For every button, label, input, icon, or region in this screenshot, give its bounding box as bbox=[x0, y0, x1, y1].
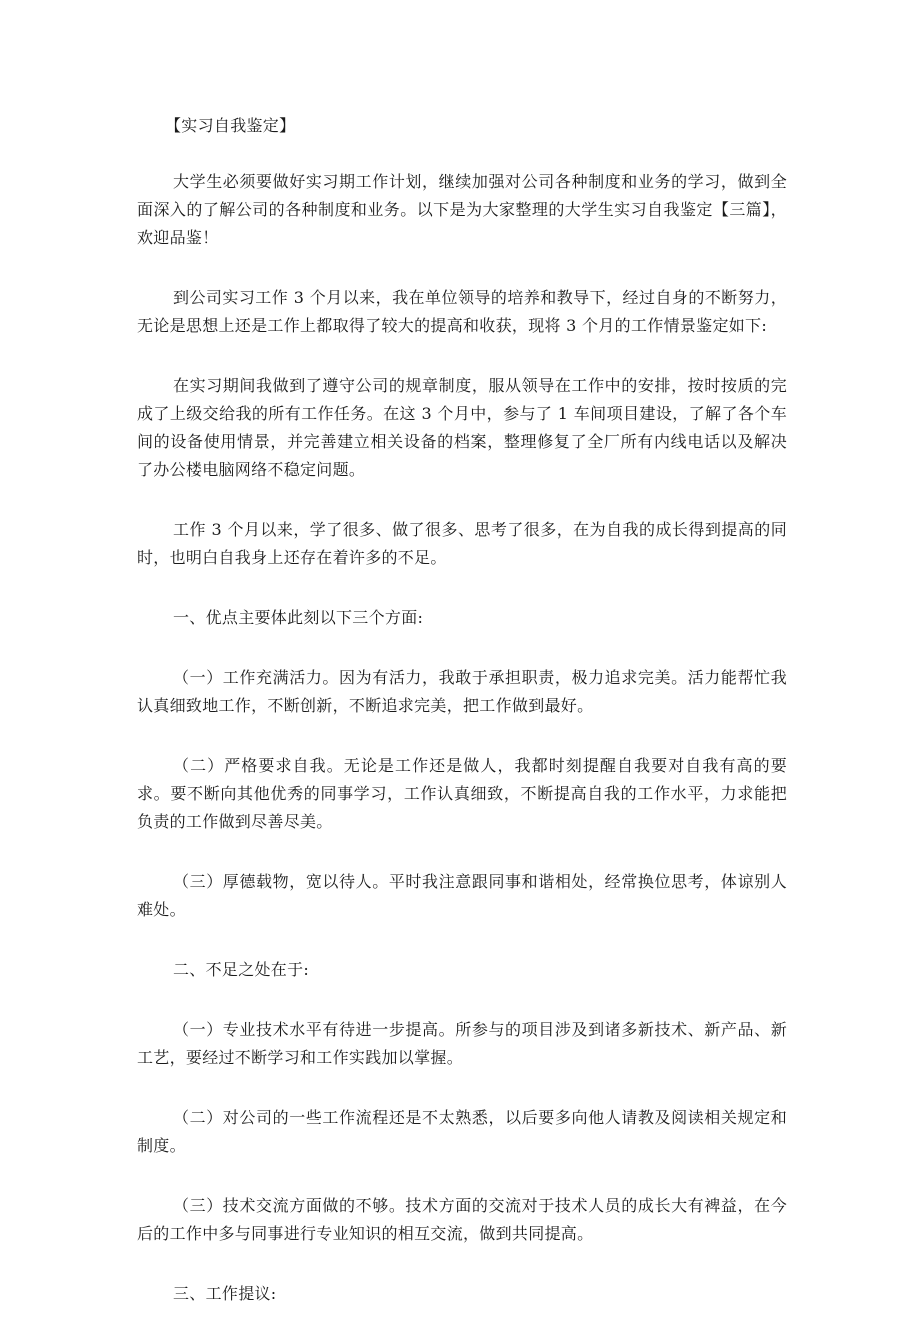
section-heading-weaknesses: 二、不足之处在于: bbox=[173, 960, 310, 979]
duties-paragraph: 在实习期间我做到了遵守公司的规章制度，服从领导在工作中的安排，按时按质的完成了上级交给我的所有工作任务。在这 3 个月中，参与了 1 车间项目建设，了解了各个车间的设备使用情景，并完善建立相关设备的档案，整理修复了全厂所有内线电话以及解决了办公楼电脑网络不稳定问题。 bbox=[137, 376, 787, 479]
document-body bbox=[137, 112, 787, 1340]
strength-item-1: （一）工作充满活力。因为有活力，我敢于承担职责，极力追求完美。活力能帮忙我认真细致地工作，不断创新，不断追求完美，把工作做到最好。 bbox=[137, 668, 787, 715]
intro-paragraph: 大学生必须要做好实习期工作计划，继续加强对公司各种制度和业务的学习，做到全面深入的了解公司的各种制度和业务。以下是为大家整理的大学生实习自我鉴定【三篇】，欢迎品鉴！ bbox=[137, 172, 787, 247]
reflection-paragraph: 工作 3 个月以来，学了很多、做了很多、思考了很多，在为自我的成长得到提高的同时，也明白自我身上还存在着许多的不足。 bbox=[137, 520, 787, 567]
section-heading-strengths: 一、优点主要体此刻以下三个方面: bbox=[173, 608, 424, 627]
weakness-item-3: （三）技术交流方面做的不够。技术方面的交流对于技术人员的成长大有裨益，在今后的工作中多与同事进行专业知识的相互交流，做到共同提高。 bbox=[137, 1196, 787, 1243]
weakness-item-2: （二）对公司的一些工作流程还是不太熟悉，以后要多向他人请教及阅读相关规定和制度。 bbox=[137, 1108, 787, 1155]
summary-paragraph: 到公司实习工作 3 个月以来，我在单位领导的培养和教导下，经过自身的不断努力，无论是思想上还是工作上都取得了较大的提高和收获，现将 3 个月的工作情景鉴定如下: bbox=[137, 288, 787, 335]
strength-item-2: （二）严格要求自我。无论是工作还是做人，我都时刻提醒自我要对自我有高的要求。要不断向其他优秀的同事学习，工作认真细致，不断提高自我的工作水平，力求能把负责的工作做到尽善尽美。 bbox=[137, 756, 787, 831]
section-heading-suggestions: 三、工作提议: bbox=[173, 1284, 277, 1303]
weakness-item-1: （一）专业技术水平有待进一步提高。所参与的项目涉及到诸多新技术、新产品、新工艺，要经过不断学习和工作实践加以掌握。 bbox=[137, 1020, 787, 1067]
strength-item-3: （三）厚德载物，宽以待人。平时我注意跟同事和谐相处，经常换位思考，体谅别人难处。 bbox=[137, 872, 787, 919]
document-title: 【实习自我鉴定】 bbox=[165, 116, 296, 135]
